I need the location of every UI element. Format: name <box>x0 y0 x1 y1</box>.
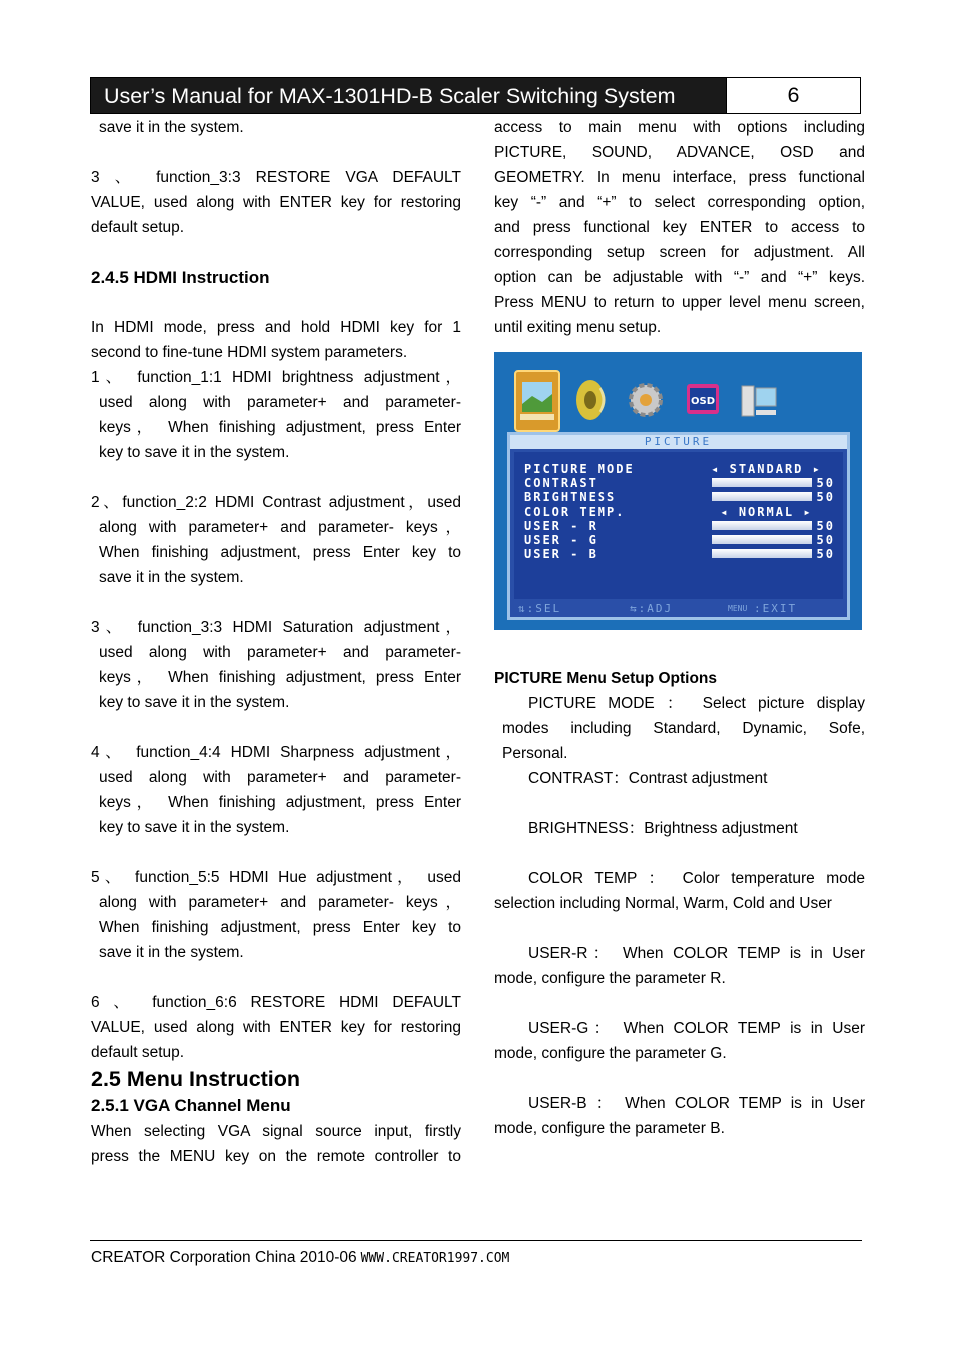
list-item: When finishing adjustment, press Enter key to <box>99 919 461 936</box>
paragraph: CONTRAST：Contrast adjustment <box>528 770 768 787</box>
list-item: 5、 function_5:5 HDMI Hue adjustment， used <box>91 869 461 886</box>
osd-row-label: CONTRAST <box>524 476 598 490</box>
paragraph: until exiting menu setup. <box>494 319 662 336</box>
subsection-heading: 2.5.1 VGA Channel Menu <box>91 1096 291 1115</box>
paragraph: modes including Standard, Dynamic, Sofe, <box>502 720 865 737</box>
left-column <box>91 115 461 1169</box>
list-item: key to save it in the system. <box>99 444 290 461</box>
section-heading: 2.4.5 HDMI Instruction <box>91 268 270 287</box>
paragraph: USER-G： When COLOR TEMP is in User <box>528 1020 865 1037</box>
paragraph: 3 、 function_3:3 RESTORE VGA DEFAULT <box>91 169 461 186</box>
osd-row-label: USER - R <box>524 519 598 533</box>
osd-slider <box>712 521 812 530</box>
paragraph: and press functional key ENTER to access to <box>494 219 865 236</box>
list-item: 3、 function_3:3 HDMI Saturation adjustment， <box>91 619 461 636</box>
paragraph: corresponding setup screen for adjustment. All <box>494 244 865 261</box>
osd-row-user-r <box>524 519 835 533</box>
list-item: 1、 function_1:1 HDMI brightness adjustment， <box>91 369 461 386</box>
page-header <box>90 77 861 114</box>
osd-picture-menu-screenshot <box>494 352 862 630</box>
osd-row-picture-mode <box>524 462 835 476</box>
osd-row-color-temp <box>524 505 835 519</box>
paragraph: BRIGHTNESS：Brightness adjustment <box>528 820 798 837</box>
list-item: VALUE, used along with ENTER key for restoring <box>91 1019 461 1036</box>
footer-url: WWW.CREATOR1997.COM <box>360 1251 510 1266</box>
osd-row-value: 50 <box>816 476 835 490</box>
osd-row-value: 50 <box>816 533 835 547</box>
osd-row-contrast <box>524 476 835 490</box>
paragraph: press the MENU key on the remote controller to <box>91 1148 461 1165</box>
osd-row-label: COLOR TEMP. <box>524 505 626 519</box>
osd-icon-label: OSD <box>690 396 716 407</box>
osd-row-label: USER - G <box>524 533 598 547</box>
osd-tab-label: PICTURE <box>510 435 847 449</box>
paragraph: second to fine-tune HDMI system parameters. <box>91 344 408 361</box>
osd-footer-hints <box>510 601 847 617</box>
paragraph: COLOR TEMP ： Color temperature mode <box>528 870 865 887</box>
list-item: 6 、 function_6:6 RESTORE HDMI DEFAULT <box>91 994 461 1011</box>
list-item: used along with parameter+ and parameter- <box>99 644 461 661</box>
paragraph: selection including Normal, Warm, Cold and User <box>494 895 832 912</box>
paragraph: GEOMETRY. In menu interface, press functional <box>494 169 865 186</box>
osd-row-value: STANDARD <box>729 462 804 476</box>
paragraph: Press MENU to return to upper level menu screen, <box>494 294 865 311</box>
paragraph: PICTURE, SOUND, ADVANCE, OSD and <box>494 144 865 161</box>
right-column <box>494 115 865 1141</box>
osd-slider <box>712 478 812 487</box>
manual-title: User’s Manual for MAX-1301HD-B Scaler Switching System <box>91 78 726 113</box>
paragraph: Personal. <box>502 745 568 762</box>
paragraph: VALUE, used along with ENTER key for restoring <box>91 194 461 211</box>
list-item: When finishing adjustment, press Enter key to <box>99 544 461 561</box>
osd-row-value: 50 <box>816 490 835 504</box>
page-number: 6 <box>726 78 860 113</box>
footer-divider <box>90 1240 862 1241</box>
chapter-heading: 2.5 Menu Instruction <box>91 1067 301 1091</box>
osd-row-label: USER - B <box>524 547 598 561</box>
osd-row-label: PICTURE MODE <box>524 462 635 476</box>
osd-hint-adjust: ⇆:ADJ <box>630 602 674 615</box>
paragraph: USER-R： When COLOR TEMP is in User <box>528 945 865 962</box>
osd-hint-menu-key: MENU <box>728 604 748 613</box>
paragraph: save it in the system. <box>99 119 244 136</box>
osd-row-selector: ◂ STANDARD ▸ <box>711 462 822 476</box>
osd-row-brightness <box>524 490 835 504</box>
list-item: default setup. <box>91 1044 185 1061</box>
osd-slider <box>712 492 812 501</box>
list-item: 4、 function_4:4 HDMI Sharpness adjustment， <box>91 744 461 761</box>
list-item: used along with parameter+ and parameter- <box>99 769 461 786</box>
paragraph: mode, configure the parameter G. <box>494 1045 727 1062</box>
osd-row-label: BRIGHTNESS <box>524 490 617 504</box>
osd-panel <box>507 432 850 620</box>
osd-row-value: 50 <box>816 519 835 533</box>
paragraph: PICTURE MODE ： Select picture display <box>528 695 865 712</box>
osd-hint-exit: :EXIT <box>754 602 798 615</box>
page-footer <box>91 1246 509 1271</box>
subsection-heading: PICTURE Menu Setup Options <box>494 670 718 687</box>
paragraph: mode, configure the parameter B. <box>494 1120 725 1137</box>
paragraph: default setup. <box>91 219 185 236</box>
paragraph: option can be adjustable with “-” and “+” keys. <box>494 269 865 286</box>
osd-row-user-b <box>524 547 835 561</box>
footer-company: CREATOR Corporation China 2010-06 <box>91 1249 357 1266</box>
osd-settings-list <box>514 452 843 599</box>
list-item: along with parameter+ and parameter- keys， <box>99 519 461 536</box>
osd-icon <box>682 370 724 428</box>
sound-icon <box>570 370 612 428</box>
list-item: save it in the system. <box>99 944 244 961</box>
list-item: keys， When finishing adjustment, press Enter <box>99 669 461 686</box>
list-item: key to save it in the system. <box>99 819 290 836</box>
osd-row-value: NORMAL <box>738 505 795 519</box>
advance-gear-icon <box>626 370 668 428</box>
osd-slider <box>712 549 812 558</box>
list-item: keys， When finishing adjustment, press Enter <box>99 794 461 811</box>
list-item: keys， When finishing adjustment, press Enter <box>99 419 461 436</box>
list-item: 2、function_2:2 HDMI Contrast adjustment，used <box>91 494 461 511</box>
osd-row-selector: ◂ NORMAL ▸ <box>720 505 813 519</box>
picture-icon <box>514 370 560 432</box>
osd-hint-select: ⇅:SEL <box>518 602 562 615</box>
osd-row-value: 50 <box>816 547 835 561</box>
paragraph: In HDMI mode, press and hold HDMI key for 1 <box>91 319 461 336</box>
list-item: key to save it in the system. <box>99 694 290 711</box>
paragraph: USER-B ： When COLOR TEMP is in User <box>528 1095 865 1112</box>
paragraph: key “-” and “+” to select corresponding option, <box>494 194 865 211</box>
list-item: used along with parameter+ and parameter- <box>99 394 461 411</box>
list-item: along with parameter+ and parameter- keys， <box>99 894 461 911</box>
list-item: save it in the system. <box>99 569 244 586</box>
osd-row-user-g <box>524 533 835 547</box>
geometry-computer-icon <box>738 370 780 428</box>
paragraph: When selecting VGA signal source input, firstly <box>91 1123 461 1140</box>
osd-slider <box>712 535 812 544</box>
paragraph: access to main menu with options including <box>494 119 865 136</box>
paragraph: mode, configure the parameter R. <box>494 970 726 987</box>
